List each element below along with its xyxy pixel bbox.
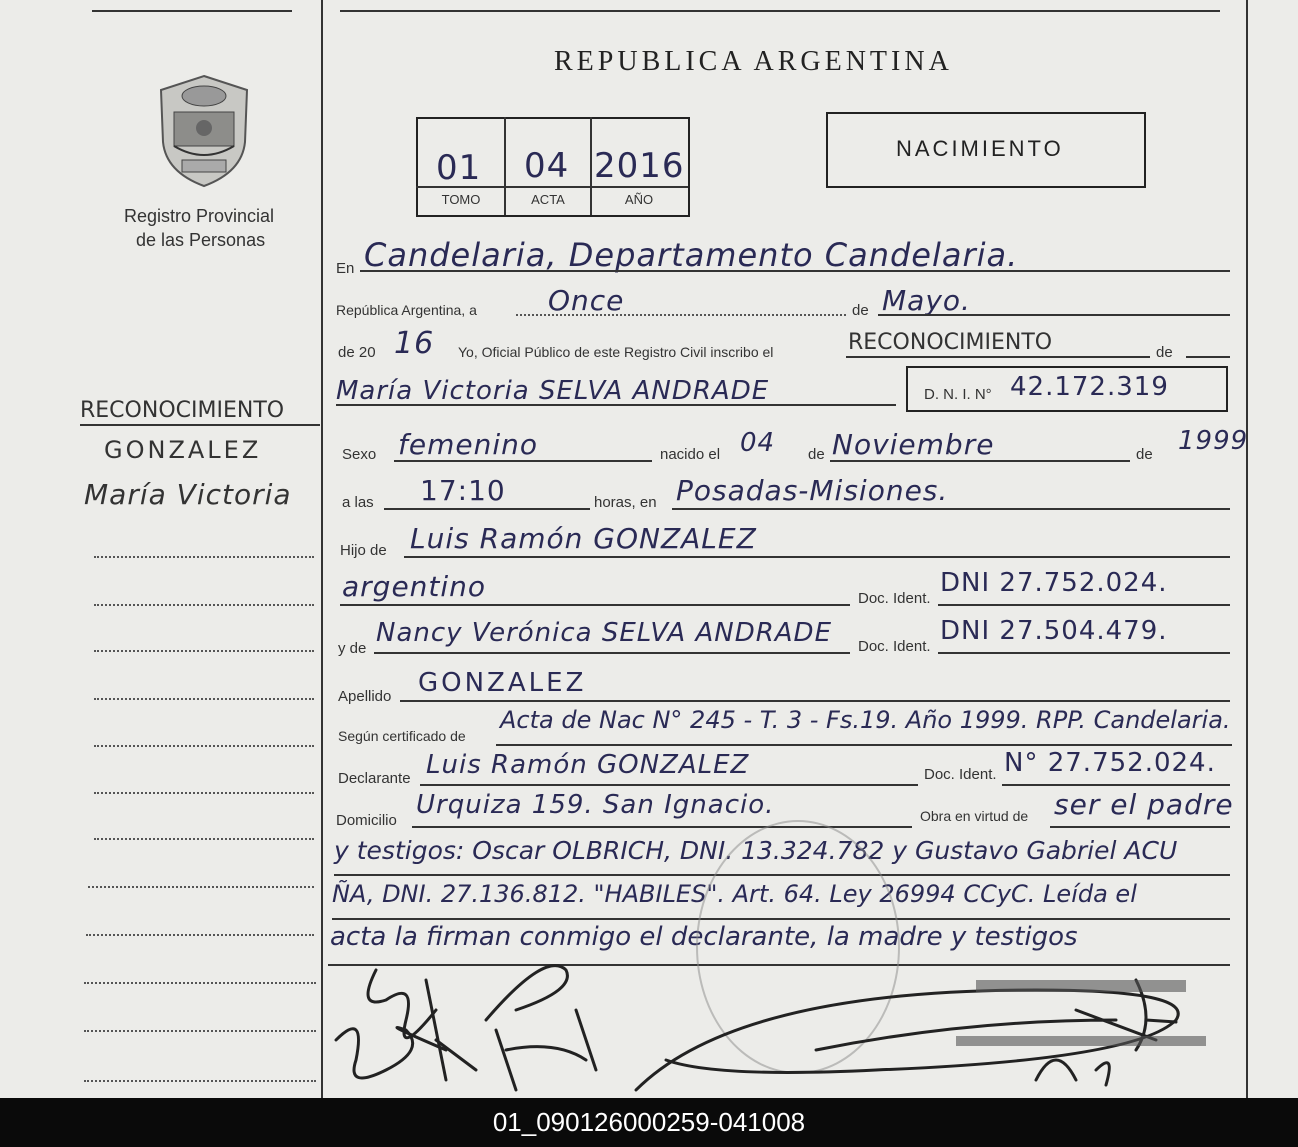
value-place: Candelaria, Departamento Candelaria. bbox=[364, 236, 1019, 274]
label-horas: horas, en bbox=[594, 494, 657, 511]
row-line bbox=[846, 356, 1150, 358]
margin-dotted-line bbox=[88, 886, 314, 888]
row-line bbox=[384, 508, 590, 510]
margin-note-underline bbox=[80, 424, 320, 426]
margin-note-name: María Victoria bbox=[84, 478, 292, 511]
value-birth-place: Posadas-Misiones. bbox=[676, 474, 949, 507]
text-line-2: ÑA, DNI. 27.136.812. "HABILES". Art. 64. Ley 26994 CCyC. Leída el bbox=[332, 880, 1137, 908]
value-sex: femenino bbox=[398, 428, 538, 461]
tomo-label: TOMO bbox=[441, 192, 481, 207]
label-yde: y de bbox=[338, 640, 367, 657]
label-hijo: Hijo de bbox=[340, 542, 387, 559]
text-line-3: acta la firman conmigo el declarante, la madre y testigos bbox=[330, 922, 1078, 952]
label-dni: D. N. I. N° bbox=[924, 386, 992, 403]
top-rule bbox=[92, 10, 292, 12]
row-line bbox=[374, 652, 850, 654]
label-nacido: nacido el bbox=[660, 446, 721, 463]
margin-note-surname: GONZALEZ bbox=[104, 436, 262, 464]
row-line bbox=[336, 404, 896, 406]
label-domicilio: Domicilio bbox=[336, 812, 397, 829]
registry-name-line1: Registro Provincial bbox=[124, 206, 275, 226]
value-birth-day: 04 bbox=[740, 428, 776, 458]
value-declarant: Luis Ramón GONZALEZ bbox=[426, 750, 750, 780]
left-divider bbox=[321, 0, 323, 1098]
value-month: Mayo. bbox=[882, 284, 971, 317]
label-de-birth-month: de bbox=[808, 446, 825, 463]
value-birth-month: Noviembre bbox=[832, 428, 995, 461]
tomo-value: 01 bbox=[436, 148, 482, 188]
value-address: Urquiza 159. San Ignacio. bbox=[416, 790, 775, 820]
label-doc-father: Doc. Ident. bbox=[858, 590, 931, 607]
row-line bbox=[938, 604, 1230, 606]
label-de-end: de bbox=[1156, 344, 1173, 361]
file-id-caption: 01_090126000259-041008 bbox=[0, 1098, 1298, 1147]
label-de-month: de bbox=[852, 302, 869, 319]
value-birth-year: 1999 bbox=[1178, 426, 1249, 456]
label-obra: Obra en virtud de bbox=[920, 808, 1029, 824]
margin-dotted-line bbox=[94, 745, 314, 747]
label-doc-declarant: Doc. Ident. bbox=[924, 766, 997, 783]
acta-label: ACTA bbox=[531, 192, 565, 207]
margin-dotted-line bbox=[84, 982, 316, 984]
margin-dotted-line bbox=[86, 934, 314, 936]
label-doc-mother: Doc. Ident. bbox=[858, 638, 931, 655]
value-mother: Nancy Verónica SELVA ANDRADE bbox=[376, 618, 833, 648]
record-type: NACIMIENTO bbox=[896, 136, 1064, 161]
signatures-icon bbox=[316, 950, 1246, 1098]
top-rule-right bbox=[340, 10, 1220, 12]
label-declarante: Declarante bbox=[338, 770, 411, 787]
value-dni: 42.172.319 bbox=[1010, 372, 1169, 402]
margin-dotted-line bbox=[94, 698, 314, 700]
value-doc-father: DNI 27.752.024. bbox=[940, 568, 1168, 598]
margin-dotted-line bbox=[94, 604, 314, 606]
label-alas: a las bbox=[342, 494, 374, 511]
label-apellido: Apellido bbox=[338, 688, 392, 705]
margin-dotted-line bbox=[84, 1030, 316, 1032]
row-line bbox=[360, 270, 1230, 272]
label-sexo: Sexo bbox=[342, 446, 377, 463]
acta-value: 04 bbox=[524, 146, 570, 186]
value-father: Luis Ramón GONZALEZ bbox=[410, 522, 757, 555]
row-line bbox=[412, 826, 912, 828]
value-doc-declarant: N° 27.752.024. bbox=[1004, 748, 1216, 778]
row-line bbox=[400, 700, 1230, 702]
anio-value: 2016 bbox=[594, 146, 685, 186]
label-de20: de 20 bbox=[338, 344, 376, 361]
row-line bbox=[394, 460, 652, 462]
row-line bbox=[878, 314, 1230, 316]
value-nationality: argentino bbox=[342, 570, 487, 603]
margin-dotted-line bbox=[84, 1080, 316, 1082]
label-yo: Yo, Oficial Público de este Registro Civil inscribo el bbox=[458, 344, 774, 360]
coat-of-arms-icon bbox=[152, 72, 256, 190]
label-republica: República Argentina, a bbox=[336, 302, 477, 318]
row-line bbox=[830, 460, 1130, 462]
value-year-short: 16 bbox=[394, 326, 435, 361]
margin-note-type: RECONOCIMIENTO bbox=[80, 398, 285, 423]
row-line bbox=[672, 508, 1230, 510]
margin-dotted-line bbox=[94, 650, 314, 652]
registry-name-line2: de las Personas bbox=[136, 230, 266, 250]
row-line bbox=[496, 744, 1232, 746]
row-line bbox=[404, 556, 1230, 558]
row-line bbox=[340, 604, 850, 606]
row-line bbox=[516, 314, 846, 316]
right-border bbox=[1246, 0, 1248, 1098]
label-segun: Según certificado de bbox=[338, 728, 466, 744]
value-day: Once bbox=[548, 284, 625, 317]
value-name: María Victoria SELVA ANDRADE bbox=[336, 376, 770, 406]
margin-dotted-line bbox=[94, 792, 314, 794]
row-line bbox=[1186, 356, 1230, 358]
row-line bbox=[420, 784, 918, 786]
margin-dotted-line bbox=[94, 556, 314, 558]
value-surname: GONZALEZ bbox=[418, 668, 587, 698]
value-act-type: RECONOCIMIENTO bbox=[848, 330, 1053, 355]
row-line bbox=[1050, 826, 1230, 828]
row-line bbox=[938, 652, 1230, 654]
value-doc-mother: DNI 27.504.479. bbox=[940, 616, 1168, 646]
label-en: En bbox=[336, 260, 355, 277]
anio-label: AÑO bbox=[624, 192, 654, 207]
country-title: REPUBLICA ARGENTINA bbox=[554, 46, 953, 77]
margin-dotted-line bbox=[94, 838, 314, 840]
text-line-1: y testigos: Oscar OLBRICH, DNI. 13.324.782 y Gustavo Gabriel ACU bbox=[334, 836, 1178, 865]
value-time: 17:10 bbox=[420, 474, 506, 507]
value-certificate: Acta de Nac N° 245 - T. 3 - Fs.19. Año 1999. RPP. Candelaria. bbox=[500, 706, 1231, 734]
label-de-birth-year: de bbox=[1136, 446, 1153, 463]
row-line bbox=[1002, 784, 1230, 786]
value-reason: ser el padre bbox=[1054, 788, 1234, 821]
